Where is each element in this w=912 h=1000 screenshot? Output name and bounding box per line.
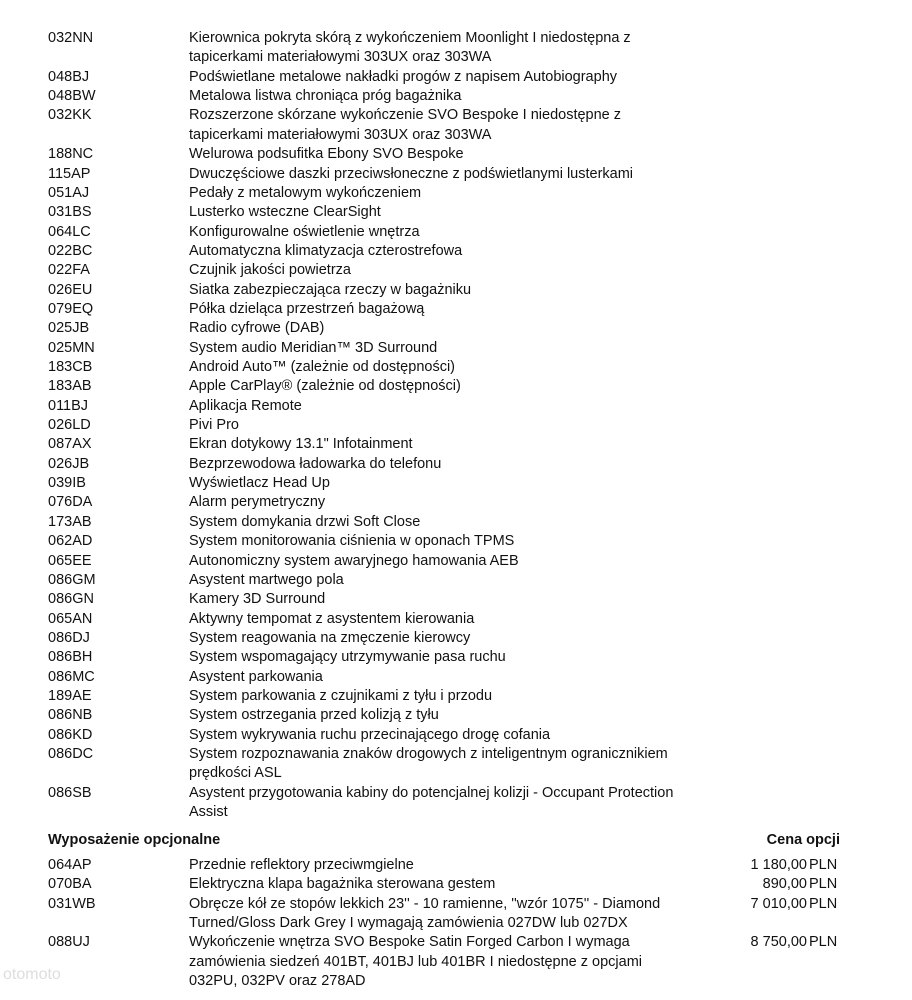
option-price: 8 750,00 — [750, 934, 807, 951]
description-line: Dwuczęściowe daszki przeciwsłoneczne z podświetlanymi lusterkami — [189, 165, 634, 182]
description-line: Asystent parkowania — [189, 668, 323, 685]
description-line: Podświetlane metalowe nakładki progów z napisem Autobiography — [189, 68, 618, 85]
option-code: 026EU — [48, 281, 93, 298]
description-line: System parkowania z czujnikami z tyłu i przodu — [189, 687, 493, 704]
option-code: 026JB — [48, 455, 90, 472]
description-line: Aplikacja Remote — [189, 397, 302, 414]
option-description — [189, 552, 704, 571]
option-code: 032KK — [48, 107, 92, 124]
description-line: Obręcze kół ze stopów lekkich 23'' - 10 ramienne, ''wzór 1075'' - Diamond — [189, 895, 661, 912]
option-code: 039IB — [48, 475, 86, 492]
option-price: 1 180,00 — [750, 857, 807, 873]
option-code: 026LD — [48, 417, 91, 433]
description-line: System reagowania na zmęczenie kierowcy — [189, 629, 471, 646]
option-description — [189, 784, 704, 823]
option-description — [189, 895, 704, 934]
price-currency: PLN — [809, 857, 838, 873]
description-line: 032PU, 032PV oraz 278AD — [189, 972, 366, 989]
option-code: 065AN — [48, 610, 93, 627]
option-description — [189, 629, 704, 648]
description-line: Kamery 3D Surround — [189, 591, 326, 608]
description-line: Przednie reflektory przeciwmgielne — [189, 857, 414, 873]
option-description — [189, 223, 704, 242]
option-code: 064LC — [48, 223, 91, 240]
option-code: 048BW — [48, 88, 96, 105]
description-line: System rozpoznawania znaków drogowych z inteligentnym ogranicznikiem — [189, 746, 668, 762]
price-currency: PLN — [809, 934, 838, 951]
option-code: 062AD — [48, 533, 93, 550]
option-code: 076DA — [48, 494, 93, 511]
description-line: Elektryczna klapa bagażnika sterowana gestem — [189, 876, 496, 893]
option-code: 086GN — [48, 591, 94, 608]
watermark: otomoto — [3, 966, 61, 983]
description-line: Alarm perymetryczny — [189, 494, 326, 511]
option-code: 188NC — [48, 146, 94, 163]
price-currency: PLN — [809, 876, 838, 893]
description-line: Ekran dotykowy 13.1" Infotainment — [189, 436, 413, 453]
option-description — [189, 261, 704, 280]
option-code: 070BA — [48, 876, 92, 893]
option-description — [189, 745, 704, 784]
option-description — [189, 875, 704, 894]
option-description — [189, 513, 704, 532]
description-line: Wyświetlacz Head Up — [189, 475, 330, 492]
option-description — [189, 68, 704, 87]
option-description — [189, 184, 704, 203]
option-code: 087AX — [48, 436, 92, 453]
option-description — [189, 648, 704, 667]
option-description — [189, 106, 704, 145]
option-description — [189, 281, 704, 300]
description-line: Konfigurowalne oświetlenie wnętrza — [189, 223, 420, 240]
description-line: Welurowa podsufitka Ebony SVO Bespoke — [189, 146, 464, 163]
optional-section-title: Wyposażenie opcjonalne — [48, 832, 221, 848]
description-line: Kierownica pokryta skórą z wykończeniem Moonlight I niedostępna z — [189, 30, 631, 46]
option-description — [189, 339, 704, 358]
option-price: 7 010,00 — [750, 895, 807, 912]
description-line: Rozszerzone skórzane wykończenie SVO Bespoke I niedostępne z — [189, 107, 622, 124]
option-description — [189, 668, 704, 687]
option-code: 025JB — [48, 320, 90, 337]
option-description — [189, 455, 704, 474]
description-line: Siatka zabezpieczająca rzeczy w bagażniku — [189, 281, 472, 298]
price-currency: PLN — [809, 895, 838, 912]
description-line: Radio cyfrowe (DAB) — [189, 320, 325, 337]
option-description — [189, 726, 704, 745]
option-code: 064AP — [48, 857, 92, 873]
description-line: Automatyczna klimatyzacja czterostrefowa — [189, 242, 463, 259]
option-code: 086NB — [48, 707, 93, 724]
option-description — [189, 29, 704, 68]
description-line: Pedały z metalowym wykończeniem — [189, 184, 422, 201]
option-description — [189, 856, 704, 875]
description-line: Asystent przygotowania kabiny do potencjalnej kolizji - Occupant Protection — [189, 784, 674, 801]
option-code: 048BJ — [48, 68, 90, 85]
description-line: Assist — [189, 803, 228, 820]
option-description — [189, 933, 704, 991]
option-code: 032NN — [48, 30, 94, 46]
option-code: 086MC — [48, 668, 95, 685]
option-code: 031WB — [48, 895, 96, 912]
description-line: System ostrzegania przed kolizją z tyłu — [189, 707, 439, 724]
option-description — [189, 571, 704, 590]
option-code: 086KD — [48, 726, 93, 743]
option-description — [189, 474, 704, 493]
option-code: 022BC — [48, 242, 93, 259]
option-description — [189, 358, 704, 377]
description-line: System wykrywania ruchu przecinającego drogę cofania — [189, 726, 551, 743]
option-description — [189, 242, 704, 261]
description-line: Pivi Pro — [189, 417, 239, 433]
option-description — [189, 493, 704, 512]
option-code: 065EE — [48, 552, 92, 569]
option-description — [189, 87, 704, 106]
option-description — [189, 706, 704, 725]
description-line: tapicerkami materiałowymi 303UX oraz 303WA — [189, 126, 492, 143]
option-description — [189, 532, 704, 551]
option-code: 031BS — [48, 204, 92, 221]
description-line: Lusterko wsteczne ClearSight — [189, 204, 381, 221]
description-line: Android Auto™ (zależnie od dostępności) — [189, 359, 455, 375]
option-code: 086DJ — [48, 629, 90, 646]
description-line: Czujnik jakości powietrza — [189, 262, 351, 279]
description-line: System wspomagający utrzymywanie pasa ruchu — [189, 649, 506, 666]
description-line: Półka dzieląca przestrzeń bagażową — [189, 300, 425, 317]
option-code: 086SB — [48, 784, 92, 801]
option-description — [189, 435, 704, 454]
option-code: 051AJ — [48, 184, 90, 201]
price-column-header: Cena opcji — [766, 832, 840, 848]
option-code: 173AB — [48, 513, 92, 530]
option-code: 183CB — [48, 359, 93, 375]
option-description — [189, 416, 704, 435]
description-line: System domykania drzwi Soft Close — [189, 513, 421, 530]
option-description — [189, 165, 704, 184]
description-line: Autonomiczny system awaryjnego hamowania AEB — [189, 552, 519, 569]
option-description — [189, 319, 704, 338]
description-line: tapicerkami materiałowymi 303UX oraz 303WA — [189, 49, 492, 66]
option-description — [189, 145, 704, 164]
description-line: Asystent martwego pola — [189, 571, 344, 588]
option-description — [189, 687, 704, 706]
description-line: Bezprzewodowa ładowarka do telefonu — [189, 455, 442, 472]
option-code: 079EQ — [48, 300, 94, 317]
description-line: zamówienia siedzeń 401BT, 401BJ lub 401BR I niedostępne z opcjami — [189, 953, 642, 970]
option-code: 011BJ — [48, 397, 89, 414]
option-price: 890,00 — [762, 876, 807, 893]
description-line: System monitorowania ciśnienia w oponach TPMS — [189, 533, 515, 550]
option-description — [189, 610, 704, 629]
description-line: Wykończenie wnętrza SVO Bespoke Satin Forged Carbon I wymaga — [189, 934, 630, 951]
description-line: Aktywny tempomat z asystentem kierowania — [189, 610, 475, 627]
description-line: Turned/Gloss Dark Grey I wymagają zamówienia 027DW lub 027DX — [189, 914, 628, 931]
option-code: 115AP — [48, 165, 91, 182]
description-line: Apple CarPlay® (zależnie od dostępności) — [189, 378, 461, 395]
option-code: 086DC — [48, 746, 94, 762]
option-code: 183AB — [48, 378, 92, 395]
option-description — [189, 203, 704, 222]
option-code: 189AE — [48, 687, 92, 704]
option-code: 022FA — [48, 262, 90, 279]
option-code: 025MN — [48, 339, 95, 356]
description-line: Metalowa listwa chroniąca próg bagażnika — [189, 88, 462, 105]
option-description — [189, 590, 704, 609]
option-description — [189, 397, 704, 416]
option-code: 086BH — [48, 649, 93, 666]
option-code: 086GM — [48, 571, 96, 588]
option-code: 088UJ — [48, 934, 90, 951]
option-description — [189, 377, 704, 396]
option-description — [189, 300, 704, 319]
description-line: prędkości ASL — [189, 765, 282, 782]
description-line: System audio Meridian™ 3D Surround — [189, 339, 438, 356]
